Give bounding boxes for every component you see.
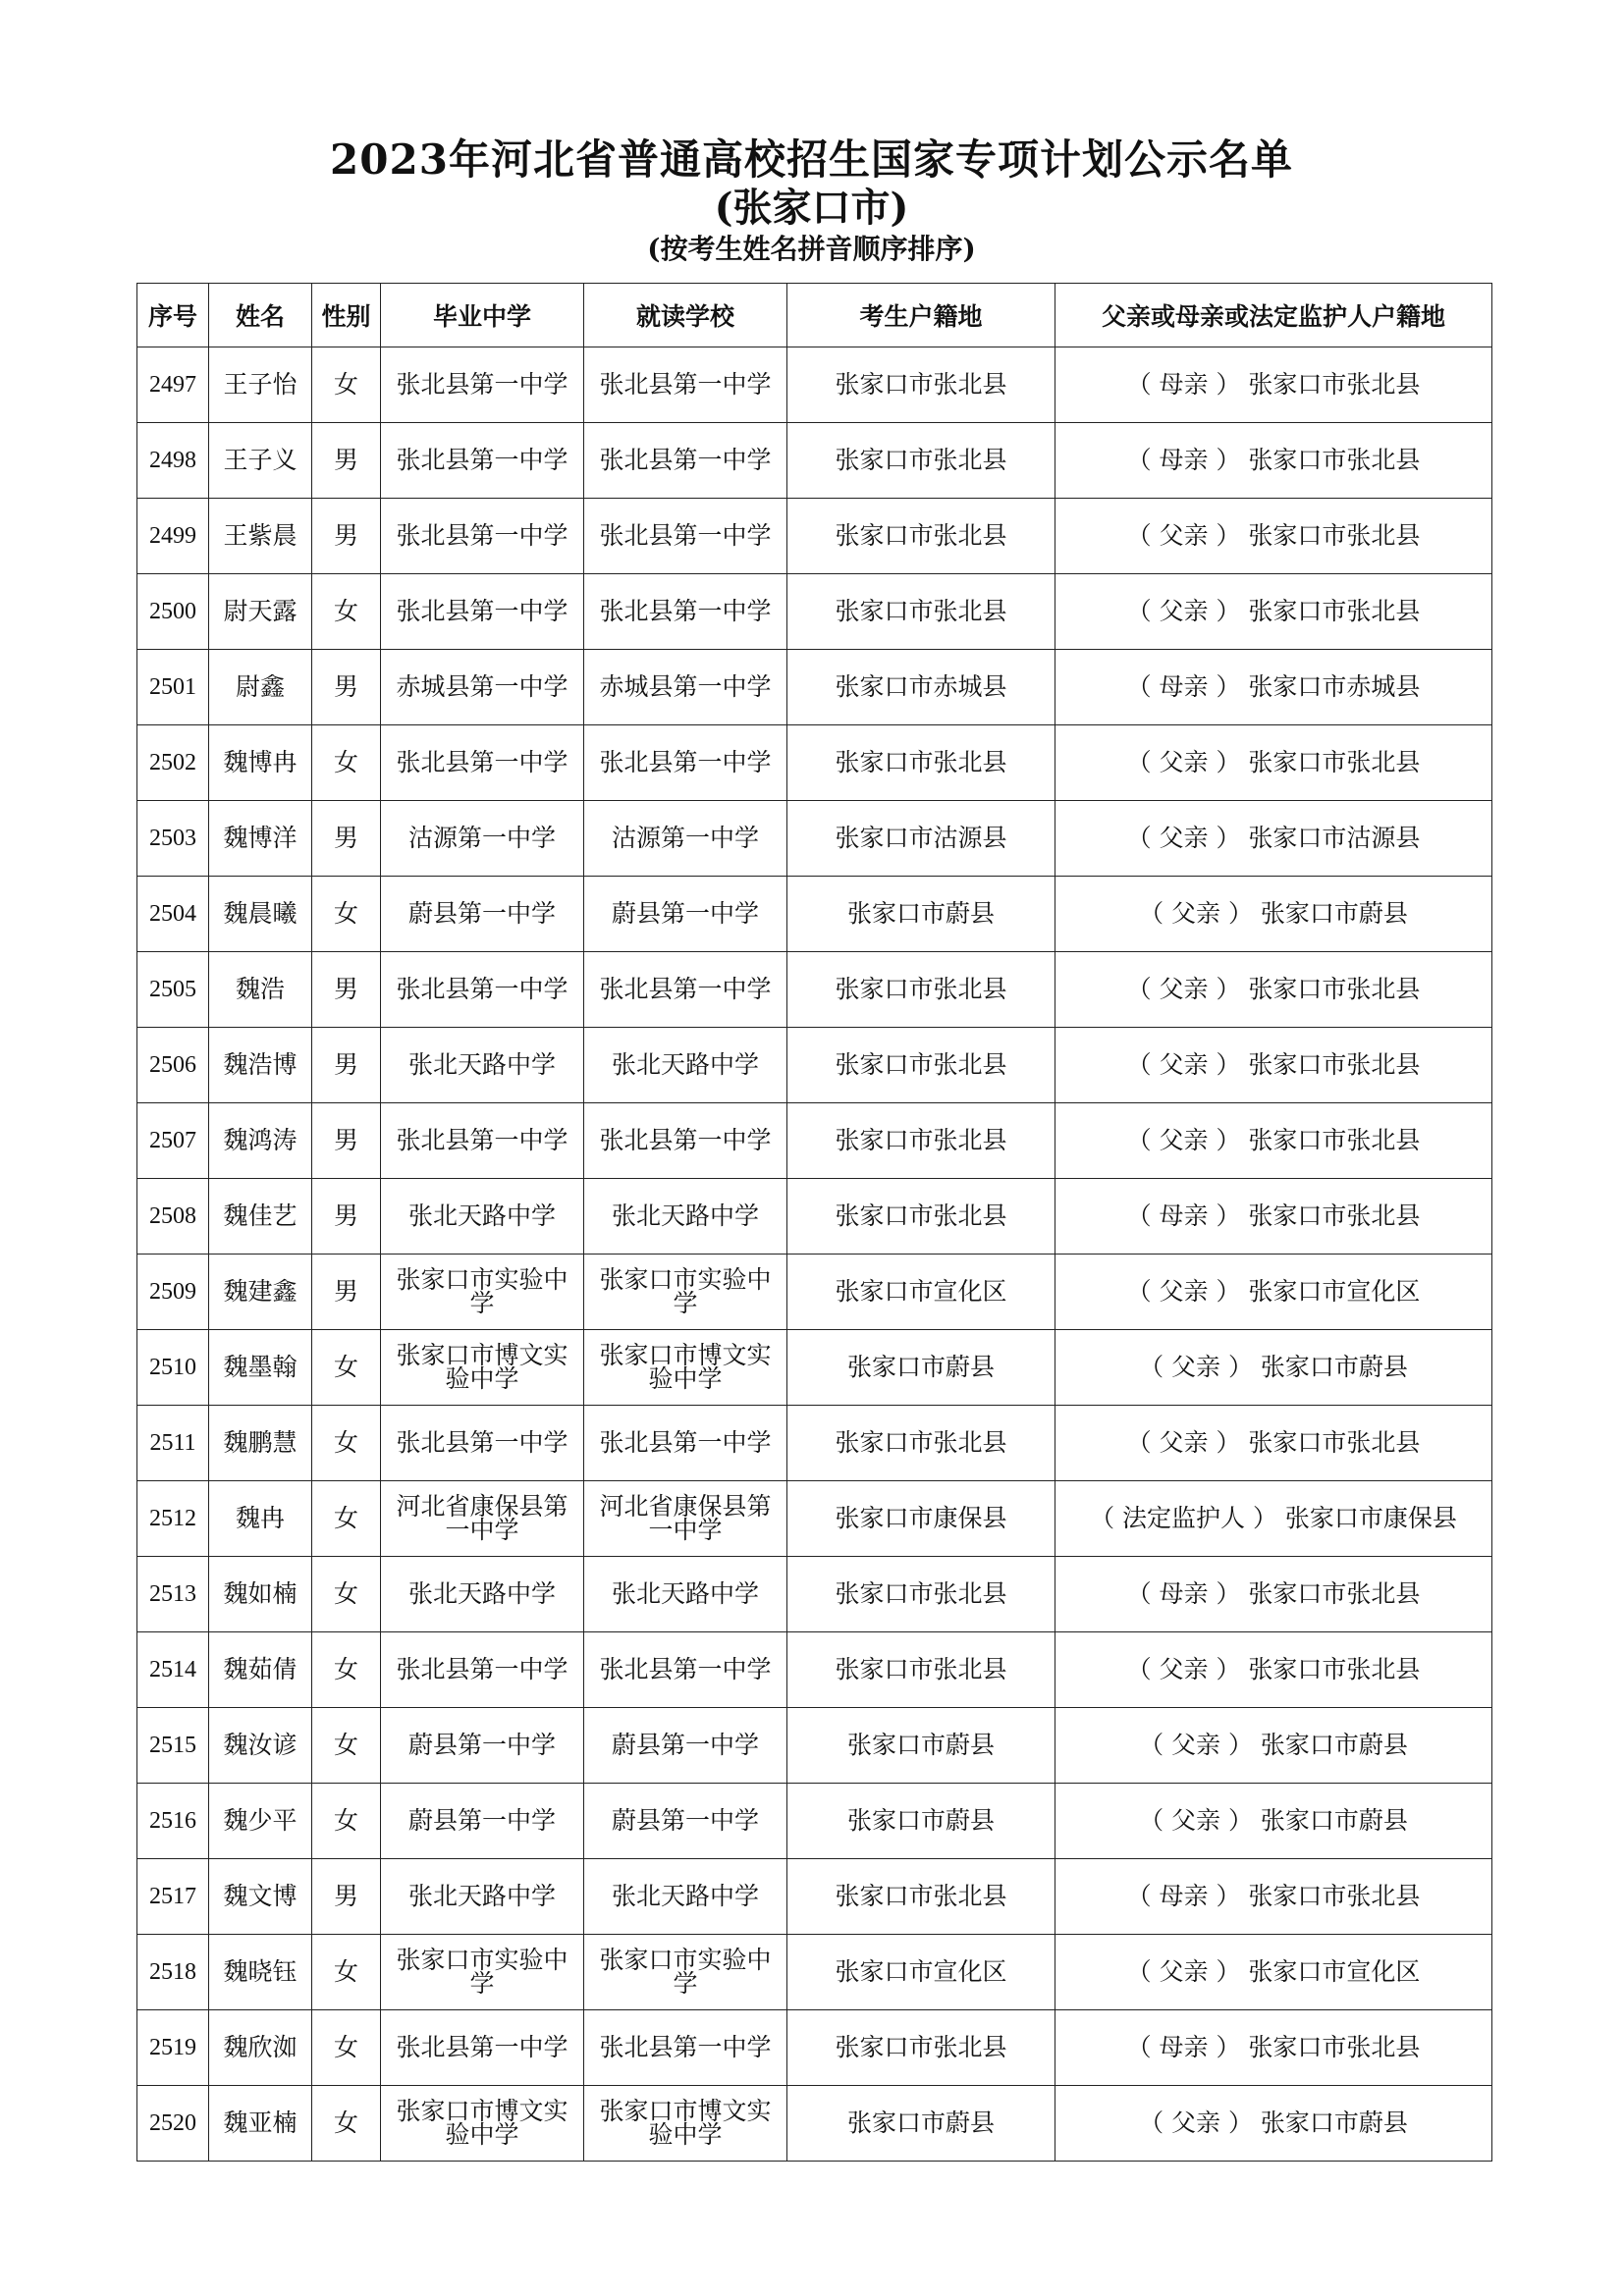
cell-index: 2502 (137, 725, 209, 801)
cell-index: 2519 (137, 2010, 209, 2086)
cell-student-hukou: 张家口市张北县 (787, 1406, 1055, 1481)
cell-current-school: 张家口市实验中学 (584, 1255, 787, 1330)
cell-gender: 女 (312, 877, 381, 952)
cell-gender: 女 (312, 1557, 381, 1632)
cell-student-hukou: 张家口市蔚县 (787, 2086, 1055, 2162)
cell-index: 2514 (137, 1632, 209, 1708)
cell-graduated-school: 蔚县第一中学 (381, 1708, 584, 1784)
cell-name: 魏晨曦 (209, 877, 312, 952)
cell-index: 2499 (137, 499, 209, 574)
cell-student-hukou: 张家口市张北县 (787, 347, 1055, 423)
cell-name: 魏欣洳 (209, 2010, 312, 2086)
cell-index: 2511 (137, 1406, 209, 1481)
cell-current-school: 蔚县第一中学 (584, 1708, 787, 1784)
cell-graduated-school: 张北县第一中学 (381, 499, 584, 574)
cell-student-hukou: 张家口市沽源县 (787, 801, 1055, 877)
cell-graduated-school: 张北县第一中学 (381, 725, 584, 801)
cell-index: 2506 (137, 1028, 209, 1103)
cell-index: 2517 (137, 1859, 209, 1935)
table-row (137, 1935, 1492, 2010)
cell-gender: 男 (312, 952, 381, 1028)
cell-current-school: 蔚县第一中学 (584, 1784, 787, 1859)
cell-index: 2515 (137, 1708, 209, 1784)
cell-name: 尉天露 (209, 574, 312, 650)
cell-index: 2518 (137, 1935, 209, 2010)
header-gender: 性别 (312, 284, 381, 347)
table-row (137, 1708, 1492, 1784)
cell-guardian-hukou: （ 父亲 ） 张家口市张北县 (1055, 499, 1492, 574)
table-header-row (137, 284, 1492, 347)
cell-graduated-school: 张北县第一中学 (381, 1406, 584, 1481)
cell-gender: 女 (312, 574, 381, 650)
cell-guardian-hukou: （ 父亲 ） 张家口市张北县 (1055, 574, 1492, 650)
cell-current-school: 张北县第一中学 (584, 1406, 787, 1481)
cell-gender: 女 (312, 347, 381, 423)
cell-guardian-hukou: （ 父亲 ） 张家口市蔚县 (1055, 877, 1492, 952)
cell-gender: 女 (312, 2010, 381, 2086)
cell-gender: 男 (312, 801, 381, 877)
cell-index: 2508 (137, 1179, 209, 1255)
table-row (137, 1557, 1492, 1632)
cell-graduated-school: 张家口市博文实验中学 (381, 2086, 584, 2162)
cell-guardian-hukou: （ 父亲 ） 张家口市张北县 (1055, 1103, 1492, 1179)
cell-name: 魏鹏慧 (209, 1406, 312, 1481)
cell-guardian-hukou: （ 父亲 ） 张家口市张北县 (1055, 952, 1492, 1028)
cell-graduated-school: 张北县第一中学 (381, 347, 584, 423)
cell-graduated-school: 张北县第一中学 (381, 423, 584, 499)
cell-index: 2510 (137, 1330, 209, 1406)
header-student-hukou: 考生户籍地 (787, 284, 1055, 347)
cell-name: 魏汝谚 (209, 1708, 312, 1784)
header-graduated-school: 毕业中学 (381, 284, 584, 347)
cell-name: 魏如楠 (209, 1557, 312, 1632)
table-row (137, 1859, 1492, 1935)
cell-graduated-school: 张家口市博文实验中学 (381, 1330, 584, 1406)
cell-gender: 男 (312, 650, 381, 725)
table-row (137, 423, 1492, 499)
cell-current-school: 张北县第一中学 (584, 952, 787, 1028)
cell-guardian-hukou: （ 母亲 ） 张家口市张北县 (1055, 1557, 1492, 1632)
cell-name: 魏博冉 (209, 725, 312, 801)
cell-guardian-hukou: （ 父亲 ） 张家口市张北县 (1055, 1406, 1492, 1481)
cell-name: 魏茹倩 (209, 1632, 312, 1708)
cell-guardian-hukou: （ 父亲 ） 张家口市张北县 (1055, 1632, 1492, 1708)
table-row (137, 1784, 1492, 1859)
cell-current-school: 张北县第一中学 (584, 574, 787, 650)
cell-student-hukou: 张家口市张北县 (787, 1859, 1055, 1935)
cell-guardian-hukou: （ 父亲 ） 张家口市张北县 (1055, 725, 1492, 801)
table-row (137, 499, 1492, 574)
cell-name: 魏浩博 (209, 1028, 312, 1103)
cell-gender: 男 (312, 423, 381, 499)
cell-gender: 男 (312, 499, 381, 574)
cell-guardian-hukou: （ 父亲 ） 张家口市宣化区 (1055, 1255, 1492, 1330)
cell-name: 魏鸿涛 (209, 1103, 312, 1179)
cell-gender: 女 (312, 1708, 381, 1784)
cell-current-school: 河北省康保县第一中学 (584, 1481, 787, 1557)
cell-student-hukou: 张家口市张北县 (787, 1103, 1055, 1179)
cell-graduated-school: 蔚县第一中学 (381, 877, 584, 952)
cell-student-hukou: 张家口市张北县 (787, 725, 1055, 801)
table-row (137, 1632, 1492, 1708)
cell-guardian-hukou: （ 法定监护人 ） 张家口市康保县 (1055, 1481, 1492, 1557)
cell-gender: 女 (312, 725, 381, 801)
cell-current-school: 张北天路中学 (584, 1179, 787, 1255)
cell-guardian-hukou: （ 母亲 ） 张家口市张北县 (1055, 2010, 1492, 2086)
cell-guardian-hukou: （ 父亲 ） 张家口市蔚县 (1055, 1708, 1492, 1784)
cell-current-school: 张北县第一中学 (584, 499, 787, 574)
table-row (137, 1255, 1492, 1330)
cell-graduated-school: 张北县第一中学 (381, 952, 584, 1028)
cell-index: 2516 (137, 1784, 209, 1859)
cell-current-school: 张北县第一中学 (584, 725, 787, 801)
cell-current-school: 张北县第一中学 (584, 423, 787, 499)
cell-graduated-school: 张北县第一中学 (381, 1632, 584, 1708)
cell-student-hukou: 张家口市张北县 (787, 423, 1055, 499)
table-row (137, 1481, 1492, 1557)
cell-guardian-hukou: （ 母亲 ） 张家口市赤城县 (1055, 650, 1492, 725)
cell-gender: 男 (312, 1255, 381, 1330)
header-index: 序号 (137, 284, 209, 347)
cell-current-school: 张北天路中学 (584, 1859, 787, 1935)
cell-current-school: 张北县第一中学 (584, 347, 787, 423)
cell-index: 2507 (137, 1103, 209, 1179)
cell-index: 2504 (137, 877, 209, 952)
cell-student-hukou: 张家口市康保县 (787, 1481, 1055, 1557)
cell-gender: 男 (312, 1859, 381, 1935)
cell-name: 魏少平 (209, 1784, 312, 1859)
cell-index: 2501 (137, 650, 209, 725)
cell-graduated-school: 沽源第一中学 (381, 801, 584, 877)
cell-name: 魏墨翰 (209, 1330, 312, 1406)
cell-gender: 女 (312, 1632, 381, 1708)
table-row (137, 2086, 1492, 2162)
cell-current-school: 张北县第一中学 (584, 2010, 787, 2086)
cell-current-school: 张北天路中学 (584, 1028, 787, 1103)
cell-gender: 女 (312, 2086, 381, 2162)
cell-graduated-school: 张北天路中学 (381, 1859, 584, 1935)
cell-gender: 男 (312, 1103, 381, 1179)
cell-guardian-hukou: （ 父亲 ） 张家口市张北县 (1055, 1028, 1492, 1103)
cell-student-hukou: 张家口市张北县 (787, 952, 1055, 1028)
header-current-school: 就读学校 (584, 284, 787, 347)
cell-student-hukou: 张家口市张北县 (787, 574, 1055, 650)
cell-current-school: 沽源第一中学 (584, 801, 787, 877)
cell-name: 王子怡 (209, 347, 312, 423)
cell-graduated-school: 赤城县第一中学 (381, 650, 584, 725)
cell-student-hukou: 张家口市张北县 (787, 2010, 1055, 2086)
cell-current-school: 张北县第一中学 (584, 1103, 787, 1179)
table-row (137, 801, 1492, 877)
cell-index: 2512 (137, 1481, 209, 1557)
cell-name: 魏文博 (209, 1859, 312, 1935)
cell-guardian-hukou: （ 父亲 ） 张家口市蔚县 (1055, 1784, 1492, 1859)
cell-guardian-hukou: （ 母亲 ） 张家口市张北县 (1055, 1859, 1492, 1935)
cell-graduated-school: 张北县第一中学 (381, 574, 584, 650)
cell-name: 魏佳艺 (209, 1179, 312, 1255)
cell-student-hukou: 张家口市张北县 (787, 499, 1055, 574)
document-subtitle: (张家口市) (714, 185, 909, 231)
table-row (137, 952, 1492, 1028)
cell-graduated-school: 张北天路中学 (381, 1028, 584, 1103)
table-row (137, 1406, 1492, 1481)
sort-note: (按考生姓名拼音顺序排序) (647, 233, 976, 265)
cell-index: 2513 (137, 1557, 209, 1632)
cell-student-hukou: 张家口市蔚县 (787, 1330, 1055, 1406)
table-row (137, 877, 1492, 952)
cell-student-hukou: 张家口市宣化区 (787, 1255, 1055, 1330)
cell-student-hukou: 张家口市蔚县 (787, 1708, 1055, 1784)
cell-guardian-hukou: （ 父亲 ） 张家口市蔚县 (1055, 1330, 1492, 1406)
cell-student-hukou: 张家口市宣化区 (787, 1935, 1055, 2010)
cell-student-hukou: 张家口市蔚县 (787, 1784, 1055, 1859)
cell-graduated-school: 张北天路中学 (381, 1179, 584, 1255)
cell-current-school: 张北县第一中学 (584, 1632, 787, 1708)
cell-gender: 女 (312, 1406, 381, 1481)
cell-current-school: 蔚县第一中学 (584, 877, 787, 952)
cell-graduated-school: 张家口市实验中学 (381, 1255, 584, 1330)
cell-student-hukou: 张家口市张北县 (787, 1028, 1055, 1103)
cell-gender: 女 (312, 1784, 381, 1859)
cell-index: 2509 (137, 1255, 209, 1330)
cell-student-hukou: 张家口市蔚县 (787, 877, 1055, 952)
cell-guardian-hukou: （ 母亲 ） 张家口市张北县 (1055, 423, 1492, 499)
cell-student-hukou: 张家口市张北县 (787, 1632, 1055, 1708)
table-row (137, 2010, 1492, 2086)
cell-name: 魏晓钰 (209, 1935, 312, 2010)
cell-index: 2505 (137, 952, 209, 1028)
cell-current-school: 张家口市博文实验中学 (584, 2086, 787, 2162)
cell-gender: 男 (312, 1028, 381, 1103)
cell-index: 2498 (137, 423, 209, 499)
cell-index: 2500 (137, 574, 209, 650)
cell-name: 尉鑫 (209, 650, 312, 725)
cell-guardian-hukou: （ 父亲 ） 张家口市宣化区 (1055, 1935, 1492, 2010)
roster-table (136, 283, 1492, 2162)
table-row (137, 725, 1492, 801)
cell-guardian-hukou: （ 母亲 ） 张家口市张北县 (1055, 1179, 1492, 1255)
cell-name: 魏亚楠 (209, 2086, 312, 2162)
cell-current-school: 赤城县第一中学 (584, 650, 787, 725)
table-row (137, 1028, 1492, 1103)
cell-name: 魏冉 (209, 1481, 312, 1557)
cell-graduated-school: 张北县第一中学 (381, 2010, 584, 2086)
table-row (137, 574, 1492, 650)
cell-graduated-school: 蔚县第一中学 (381, 1784, 584, 1859)
cell-current-school: 张家口市博文实验中学 (584, 1330, 787, 1406)
cell-graduated-school: 张北县第一中学 (381, 1103, 584, 1179)
table-row (137, 1330, 1492, 1406)
document-title: 2023年河北省普通高校招生国家专项计划公示名单 (330, 135, 1293, 184)
cell-student-hukou: 张家口市张北县 (787, 1179, 1055, 1255)
cell-name: 魏博洋 (209, 801, 312, 877)
cell-gender: 女 (312, 1330, 381, 1406)
cell-guardian-hukou: （ 父亲 ） 张家口市沽源县 (1055, 801, 1492, 877)
table-row (137, 1179, 1492, 1255)
cell-current-school: 张北天路中学 (584, 1557, 787, 1632)
table-row (137, 1103, 1492, 1179)
cell-index: 2503 (137, 801, 209, 877)
header-name: 姓名 (209, 284, 312, 347)
cell-gender: 女 (312, 1935, 381, 2010)
table-row (137, 650, 1492, 725)
cell-guardian-hukou: （ 父亲 ） 张家口市蔚县 (1055, 2086, 1492, 2162)
cell-name: 王子义 (209, 423, 312, 499)
cell-current-school: 张家口市实验中学 (584, 1935, 787, 2010)
cell-graduated-school: 河北省康保县第一中学 (381, 1481, 584, 1557)
cell-name: 魏建鑫 (209, 1255, 312, 1330)
cell-index: 2497 (137, 347, 209, 423)
header-guardian-hukou: 父亲或母亲或法定监护人户籍地 (1055, 284, 1492, 347)
cell-student-hukou: 张家口市张北县 (787, 1557, 1055, 1632)
cell-name: 魏浩 (209, 952, 312, 1028)
cell-guardian-hukou: （ 母亲 ） 张家口市张北县 (1055, 347, 1492, 423)
cell-student-hukou: 张家口市赤城县 (787, 650, 1055, 725)
cell-gender: 男 (312, 1179, 381, 1255)
table-row (137, 347, 1492, 423)
cell-index: 2520 (137, 2086, 209, 2162)
cell-graduated-school: 张北天路中学 (381, 1557, 584, 1632)
cell-gender: 女 (312, 1481, 381, 1557)
cell-name: 王紫晨 (209, 499, 312, 574)
cell-graduated-school: 张家口市实验中学 (381, 1935, 584, 2010)
